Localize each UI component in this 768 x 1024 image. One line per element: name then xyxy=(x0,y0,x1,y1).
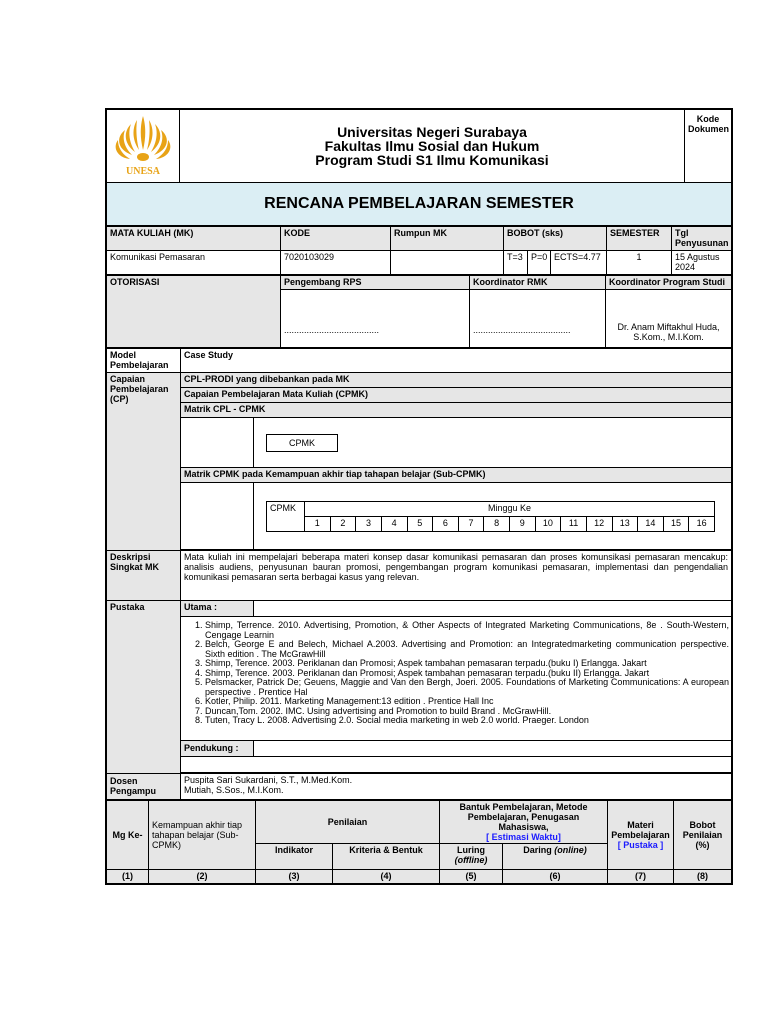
bobot-header: Bobot Penilaian (%) xyxy=(674,800,732,869)
column-number: (6) xyxy=(503,869,608,883)
prodi-coordinator-name: Dr. Anam Miftakhul Huda, S.Kom., M.I.Kom. xyxy=(606,290,732,348)
course-semester: 1 xyxy=(607,251,672,275)
week-cell: 14 xyxy=(638,516,664,531)
logo-text: UNESA xyxy=(126,166,160,177)
column-number: (7) xyxy=(608,869,674,883)
reference-item: 3. Shimp, Terence. 2003. Periklanan dan Promosi; Aspek tambahan pemasaran terpadu.(buku I) Erlangga. Jakart xyxy=(205,659,729,669)
week-cell: 7 xyxy=(458,516,484,531)
model-label: Model Pembelajaran xyxy=(107,349,181,373)
kriteria-header: Kriteria & Bentuk xyxy=(333,843,440,869)
program-name: Program Studi S1 Ilmu Komunikasi xyxy=(315,152,549,168)
reference-item: 4. Shimp, Terence. 2003. Periklanan dan Promosi; Aspek tambahan pemasaran terpadu.(buku II) Erlangga. Jakart xyxy=(205,669,729,679)
week-cell: 1 xyxy=(305,516,331,531)
matrik-sub-heading: Matrik CPMK pada Kemampuan akhir tiap tahapan belajar (Sub-CPMK) xyxy=(181,468,732,483)
column-number: (8) xyxy=(674,869,732,883)
pengembang-sign: ...................................... xyxy=(281,290,470,348)
matrik-cpl-heading: Matrik CPL - CPMK xyxy=(181,403,732,418)
pustaka-label: Pustaka xyxy=(107,601,181,774)
course-p: P=0 xyxy=(528,251,551,275)
doc-code xyxy=(685,110,732,183)
deskripsi-text: Mata kuliah ini mempelajari beberapa materi konsep dasar komunikasi pemasaran dan proses komunsikasi pemasaran mencakup: analisis audiens, penyusunan bauran promosi, pengembangan program komunikasi pemasaran, implementasi dan pengendalian komunikasi pemasaran serta berbagai kasus yang relevan. xyxy=(181,551,732,601)
week-numbers-row xyxy=(267,516,715,531)
deskripsi-label: Deskripsi Singkat MK xyxy=(107,551,181,601)
week-cell: 16 xyxy=(689,516,715,531)
week-table-cpmk: CPMK xyxy=(267,501,305,531)
otorisasi-table xyxy=(106,275,732,348)
doc-code-label: Kode Dokumen xyxy=(688,114,730,134)
bobot-header: BOBOT (sks) xyxy=(504,227,607,251)
pendukung-content xyxy=(181,756,732,772)
luring-text: Luring xyxy=(457,844,486,855)
koordinator-prodi-label: Koordinator Program Studi xyxy=(606,276,732,290)
column-number: (4) xyxy=(333,869,440,883)
estimasi-text: [ Estimasi Waktu] xyxy=(486,831,561,842)
faculty-name: Fakultas Ilmu Sosial dan Hukum xyxy=(324,138,540,154)
daring-header xyxy=(503,843,608,869)
indikator-header: Indikator xyxy=(256,843,333,869)
koordinator-rmk-label: Koordinator RMK xyxy=(470,276,606,290)
week-table xyxy=(266,501,715,532)
rumpun-header: Rumpun MK xyxy=(391,227,504,251)
matrik-sub-body xyxy=(254,483,732,550)
course-name: Komunikasi Pemasaran xyxy=(107,251,281,275)
mg-ke-header: Mg Ke- xyxy=(107,800,149,869)
materi-text: Materi Pembelajaran xyxy=(611,819,670,840)
unesa-logo-icon xyxy=(110,110,176,180)
pendukung-blank xyxy=(254,740,732,756)
utama-list xyxy=(183,621,729,726)
week-cell: 15 xyxy=(663,516,689,531)
utama-blank xyxy=(254,601,732,617)
reference-item: 5. Pelsmacker, Patrick De; Geuens, Maggie and Van den Bergh, Joeri. 2005. Foundations of Marketing Communications: A european perspective . Prentice Hal xyxy=(205,678,729,697)
content-table xyxy=(106,348,732,800)
pengembang-label: Pengembang RPS xyxy=(281,276,470,290)
cp-label: Capaian Pembelajaran (CP) xyxy=(107,373,181,551)
week-cell: 8 xyxy=(484,516,510,531)
course-rumpun xyxy=(391,251,504,275)
document-title: RENCANA PEMBELAJARAN SEMESTER xyxy=(107,183,732,226)
rps-document xyxy=(105,108,733,885)
dosen-name-2: Mutiah, S.Sos., M.I.Kom. xyxy=(184,784,284,795)
daring-text: Daring xyxy=(523,844,552,855)
utama-list-cell xyxy=(181,617,732,741)
utama-label: Utama : xyxy=(181,601,254,617)
kemampuan-header: Kemampuan akhir tiap tahapan belajar (Sub-CPMK) xyxy=(149,800,256,869)
week-cell: 3 xyxy=(356,516,382,531)
luring-header xyxy=(440,843,503,869)
column-number-row xyxy=(107,869,732,883)
rmk-sign: ....................................... xyxy=(470,290,606,348)
week-cell: 11 xyxy=(561,516,587,531)
model-value: Case Study xyxy=(181,349,732,373)
materi-header xyxy=(608,800,674,869)
matrik-cpl-body xyxy=(254,418,732,468)
column-number: (5) xyxy=(440,869,503,883)
column-number: (1) xyxy=(107,869,149,883)
header-table xyxy=(106,109,732,226)
reference-item: 6. Kotler, Philip. 2011. Marketing Management:13 edition . Prentice Hall Inc xyxy=(205,697,729,707)
mk-header: MATA KULIAH (MK) xyxy=(107,227,281,251)
course-date: 15 Agustus 2024 xyxy=(672,251,732,275)
course-code: 7020103029 xyxy=(281,251,391,275)
dosen-label: Dosen Pengampu xyxy=(107,773,181,799)
dosen-names xyxy=(181,773,732,799)
week-cell: 4 xyxy=(381,516,407,531)
matrik-cpl-left xyxy=(181,418,254,468)
logo xyxy=(107,110,180,183)
cpmk-box: CPMK xyxy=(266,434,338,452)
pustaka-ref-text: [ Pustaka ] xyxy=(617,839,664,850)
week-cell: 2 xyxy=(330,516,356,531)
column-number: (3) xyxy=(256,869,333,883)
course-ects: ECTS=4.77 xyxy=(551,251,607,275)
reference-item: 7. Duncan,Tom. 2002. IMC. Using advertising and Promotion to build Brand . McGrawHill. xyxy=(205,707,729,717)
plan-table xyxy=(106,800,732,884)
week-cell: 6 xyxy=(433,516,459,531)
kode-header: KODE xyxy=(281,227,391,251)
reference-item: 1. Shimp, Terrence. 2010. Advertising, Promotion, & Other Aspects of Integrated Marketing Communications, 8e . South-Western, Cengage Learnin xyxy=(205,621,729,640)
week-cell: 13 xyxy=(612,516,638,531)
university-name: Universitas Negeri Surabaya xyxy=(337,124,527,140)
semester-header: SEMESTER xyxy=(607,227,672,251)
daring-sub: (online) xyxy=(554,844,587,855)
week-header: Minggu Ke xyxy=(305,501,715,516)
cpl-prodi-heading: CPL-PRODI yang dibebankan pada MK xyxy=(181,373,732,388)
dosen-name-1: Puspita Sari Sukardani, S.T., M.Med.Kom. xyxy=(184,774,353,785)
bantuan-text: Bantuk Pembelajaran, Metode Pembelajaran, Penugasan Mahasiswa, xyxy=(459,801,588,832)
matrik-sub-left xyxy=(181,483,254,550)
otorisasi-label: OTORISASI xyxy=(107,276,281,348)
luring-sub: (offline) xyxy=(454,854,488,865)
week-cell: 12 xyxy=(586,516,612,531)
reference-item: 2. Belch, George E and Belech, Michael A.2003. Advertising and Promotion: an Integratedmarketing communication perspective. Sixth edition . The McGrawHill xyxy=(205,640,729,659)
reference-item: 8. Tuten, Tracy L. 2008. Advertising 2.0. Social media marketing in web 2.0 world. Praeger. London xyxy=(205,716,729,726)
pendukung-label: Pendukung : xyxy=(181,740,254,756)
institution-block xyxy=(180,110,685,183)
week-cell: 5 xyxy=(407,516,433,531)
cpmk-heading: Capaian Pembelajaran Mata Kuliah (CPMK) xyxy=(181,388,732,403)
tgl-header: Tgl Penyusunan xyxy=(672,227,732,251)
bantuan-header xyxy=(440,800,608,843)
penilaian-header: Penilaian xyxy=(256,800,440,843)
course-table xyxy=(106,226,732,275)
course-t: T=3 xyxy=(504,251,528,275)
week-cell: 9 xyxy=(510,516,536,531)
week-cell: 10 xyxy=(535,516,561,531)
column-number: (2) xyxy=(149,869,256,883)
